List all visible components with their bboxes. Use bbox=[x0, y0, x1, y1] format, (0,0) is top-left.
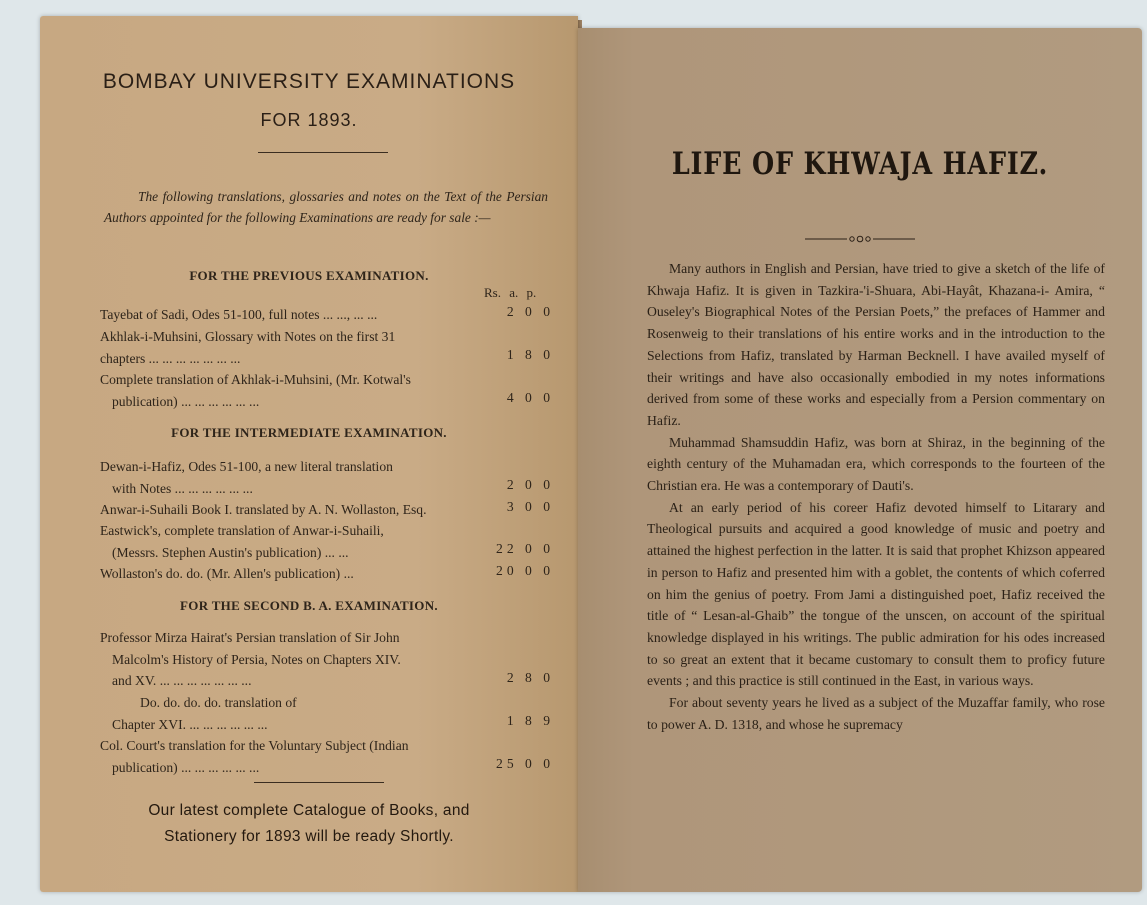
page-title: LIFE OF KHWAJA HAFIZ. bbox=[671, 146, 1049, 182]
paragraph: Many authors in English and Persian, have tried to give a sketch of the life of Khwaja Hafiz. It is given in Tazkira-'i-Shuara, Abi-Hayât, Khazana-i- Amira, “ Ouseley's Biographical Notes of the Persian Poets,” the prefaces of Hammer and Rosenweig to their translations of his entire works and in the introduction to the Selections from Hafiz, translated by Harman Becknell. I have availed myself of their writings and have also occasionally embodied in my notes informations derived from some of these works and especially from a Persion commentary on Hafiz. bbox=[647, 261, 1105, 428]
catalog-notice bbox=[40, 798, 578, 850]
list-item: Tayebat of Sadi, Odes 51-100, full notes ... ..., ... ... bbox=[100, 307, 378, 322]
list-item: Complete translation of Akhlak-i-Muhsini, (Mr. Kotwal's publication) ... ... ... ... ... ... bbox=[100, 372, 411, 409]
divider-bottom bbox=[254, 782, 384, 783]
item-price: 2 0 0 bbox=[506, 477, 554, 492]
paragraph: For about seventy years he lived as a subject of the Muzaffar family, who rose to power A. D. 1318, and whose he supremacy bbox=[647, 695, 1105, 732]
item-price: 22 0 0 bbox=[496, 541, 554, 556]
item-price: 1 8 0 bbox=[506, 347, 554, 362]
item-price: 2 0 0 bbox=[506, 304, 554, 319]
paragraph: Muhammad Shamsuddin Hafiz, was born at Shiraz, in the beginning of the eighth century of the Muhamadan era, which corresponds to the fourteen of the Christian era. He was a contemporary of Dauti's. bbox=[647, 434, 1105, 494]
page-title: BOMBAY UNIVERSITY EXAMINATIONS bbox=[102, 70, 516, 93]
item-price: 3 0 0 bbox=[506, 499, 554, 514]
page-subtitle: FOR 1893. bbox=[260, 110, 358, 130]
divider-top bbox=[258, 152, 388, 153]
list-item: Do. do. do. do. translation of Chapter XVI. ... ... ... ... ... ... bbox=[112, 695, 297, 732]
list-item: Col. Court's translation for the Voluntary Subject (Indian publication) ... ... ... ... ... ... bbox=[100, 738, 409, 775]
list-item: Wollaston's do. do. (Mr. Allen's publication) ... bbox=[100, 566, 354, 581]
list-item: Professor Mirza Hairat's Persian translation of Sir John Malcolm's History of Persia, Notes on Chapters XIV. and XV. ... ... ... ... ... ... ... bbox=[100, 630, 401, 688]
right-page bbox=[578, 28, 1142, 892]
catalog-line: Our latest complete Catalogue of Books, and bbox=[148, 802, 470, 819]
item-price: 20 0 0 bbox=[496, 563, 554, 578]
list-item: Akhlak-i-Muhsini, Glossary with Notes on the first 31 chapters ... ... ... ... ... ... ... bbox=[100, 329, 396, 366]
paragraph: At an early period of his coreer Hafiz devoted himself to Litarary and Theological pursuits and acquired a good knowledge of music and poetry and attained the highest perfection in the latter. It is said that prophet Khizson appeared in person to Hafiz and presented him with a goblet, the contents of which coferred on him the genius of poetry. From Jami a distinguished poet, Hafiz received the title of “ Lesan-al-Ghaib” the tongue of the unscen, on account of the spiritual knowledge displayed in his writings. The public admiration for his odes increased to so great an extent that it became customary to consult them to proficy future events ; and this practice is still continued in the East, in various ways. bbox=[647, 499, 1105, 689]
section-heading-second-ba: FOR THE SECOND B. A. EXAMINATION. bbox=[180, 598, 438, 613]
item-price: 1 8 9 bbox=[506, 713, 554, 728]
item-price: 25 0 0 bbox=[496, 756, 554, 771]
left-page bbox=[40, 16, 578, 892]
list-item: Dewan-i-Hafiz, Odes 51-100, a new literal translation with Notes ... ... ... ... ... ... bbox=[100, 459, 393, 496]
section-heading-intermediate: FOR THE INTERMEDIATE EXAMINATION. bbox=[171, 425, 447, 440]
list-item: Anwar-i-Suhaili Book I. translated by A. N. Wollaston, Esq. bbox=[100, 502, 427, 517]
body-text bbox=[647, 258, 1105, 735]
price-column-header: Rs. a. p. bbox=[484, 285, 537, 300]
item-price: 2 8 0 bbox=[506, 670, 554, 685]
section-heading-previous: FOR THE PREVIOUS EXAMINATION. bbox=[189, 268, 429, 283]
item-price: 4 0 0 bbox=[506, 390, 554, 405]
list-item: Eastwick's, complete translation of Anwar-i-Suhaili, (Messrs. Stephen Austin's publication) ... ... bbox=[100, 523, 384, 560]
catalog-line: Stationery for 1893 will be ready Shortly. bbox=[164, 828, 454, 845]
ornament-divider-icon bbox=[805, 234, 915, 244]
intro-paragraph: The following translations, glossaries and notes on the Text of the Persian Authors appointed for the following Examinations are ready for sale :— bbox=[104, 189, 548, 225]
